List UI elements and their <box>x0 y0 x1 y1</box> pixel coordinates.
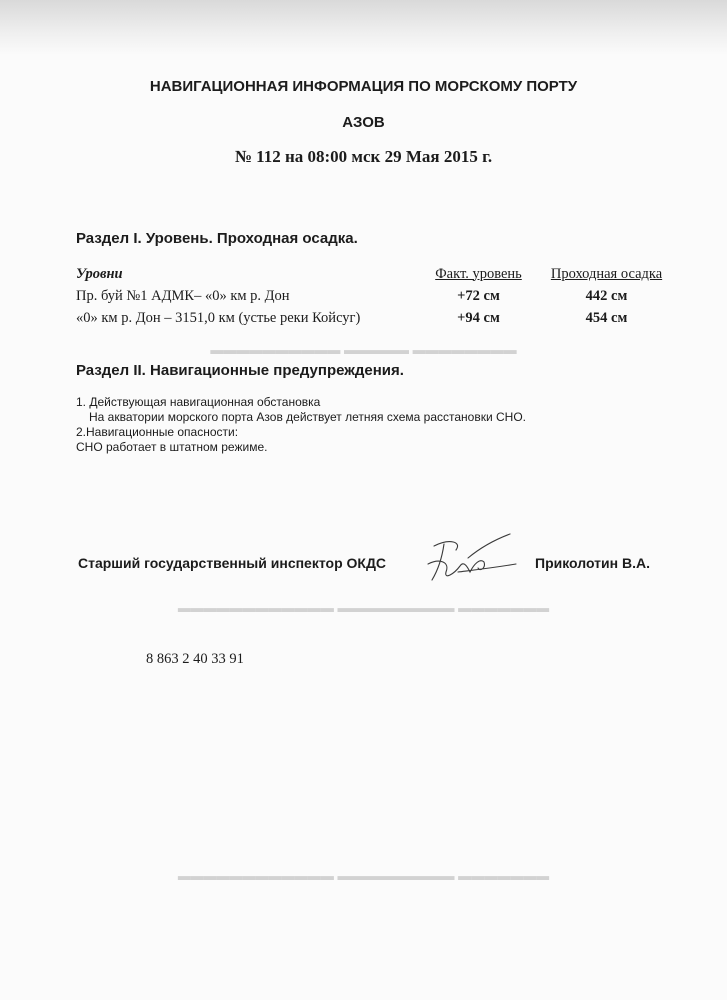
handwritten-signature <box>420 528 520 588</box>
levels-table <box>76 263 672 329</box>
phone-number: 8 863 2 40 33 91 <box>146 651 244 667</box>
warning-line: 1. Действующая навигационная обстановка <box>76 395 321 409</box>
row-draft: 442 см <box>585 287 628 304</box>
row-place: Пр. буй №1 АДМК– «0» км р. Дон <box>76 287 290 304</box>
section2-title: Раздел II. Навигационные предупреждения. <box>76 362 404 379</box>
column-header-actual-level: Факт. уровень <box>435 265 522 282</box>
table-header-row <box>76 263 672 285</box>
bleed-through-text: ▬▬▬▬▬▬▬▬▬▬▬▬ ▬▬▬▬▬▬▬▬▬ ▬▬▬▬▬▬▬ <box>177 868 550 883</box>
row-level: +94 см <box>457 309 500 326</box>
report-number: № 112 на 08:00 мск 29 Мая 2015 г. <box>234 147 493 166</box>
port-name: АЗОВ <box>342 114 385 131</box>
signatory-title: Старший государственный инспектор ОКДС <box>78 555 387 571</box>
warning-line: СНО работает в штатном режиме. <box>76 440 268 454</box>
scan-shadow <box>0 0 727 55</box>
row-place: «0» км р. Дон – 3151,0 км (устье реки Койсуг) <box>76 309 361 326</box>
warning-line: На акватории морского порта Азов действует летняя схема расстановки СНО. <box>89 410 527 424</box>
warnings-list <box>76 395 676 455</box>
signatory-name: Приколотин В.А. <box>535 555 650 571</box>
row-level: +72 см <box>457 287 500 304</box>
bleed-through-text: ▬▬▬▬▬▬▬▬▬▬▬▬ ▬▬▬▬▬▬▬▬▬ ▬▬▬▬▬▬▬ <box>177 600 550 615</box>
table-row <box>76 307 672 329</box>
section1-title: Раздел I. Уровень. Проходная осадка. <box>76 230 358 247</box>
warning-line: 2.Навигационные опасности: <box>76 425 239 439</box>
row-draft: 454 см <box>585 309 628 326</box>
bleed-through-text: ▬▬▬▬▬▬▬▬▬▬ ▬▬▬▬▬ ▬▬▬▬▬▬▬▬ <box>210 342 517 357</box>
column-header-draft: Проходная осадка <box>550 265 663 282</box>
column-header-levels: Уровни <box>76 265 123 282</box>
document-title: НАВИГАЦИОННАЯ ИНФОРМАЦИЯ ПО МОРСКОМУ ПОРТУ <box>149 78 578 95</box>
table-row <box>76 285 672 307</box>
